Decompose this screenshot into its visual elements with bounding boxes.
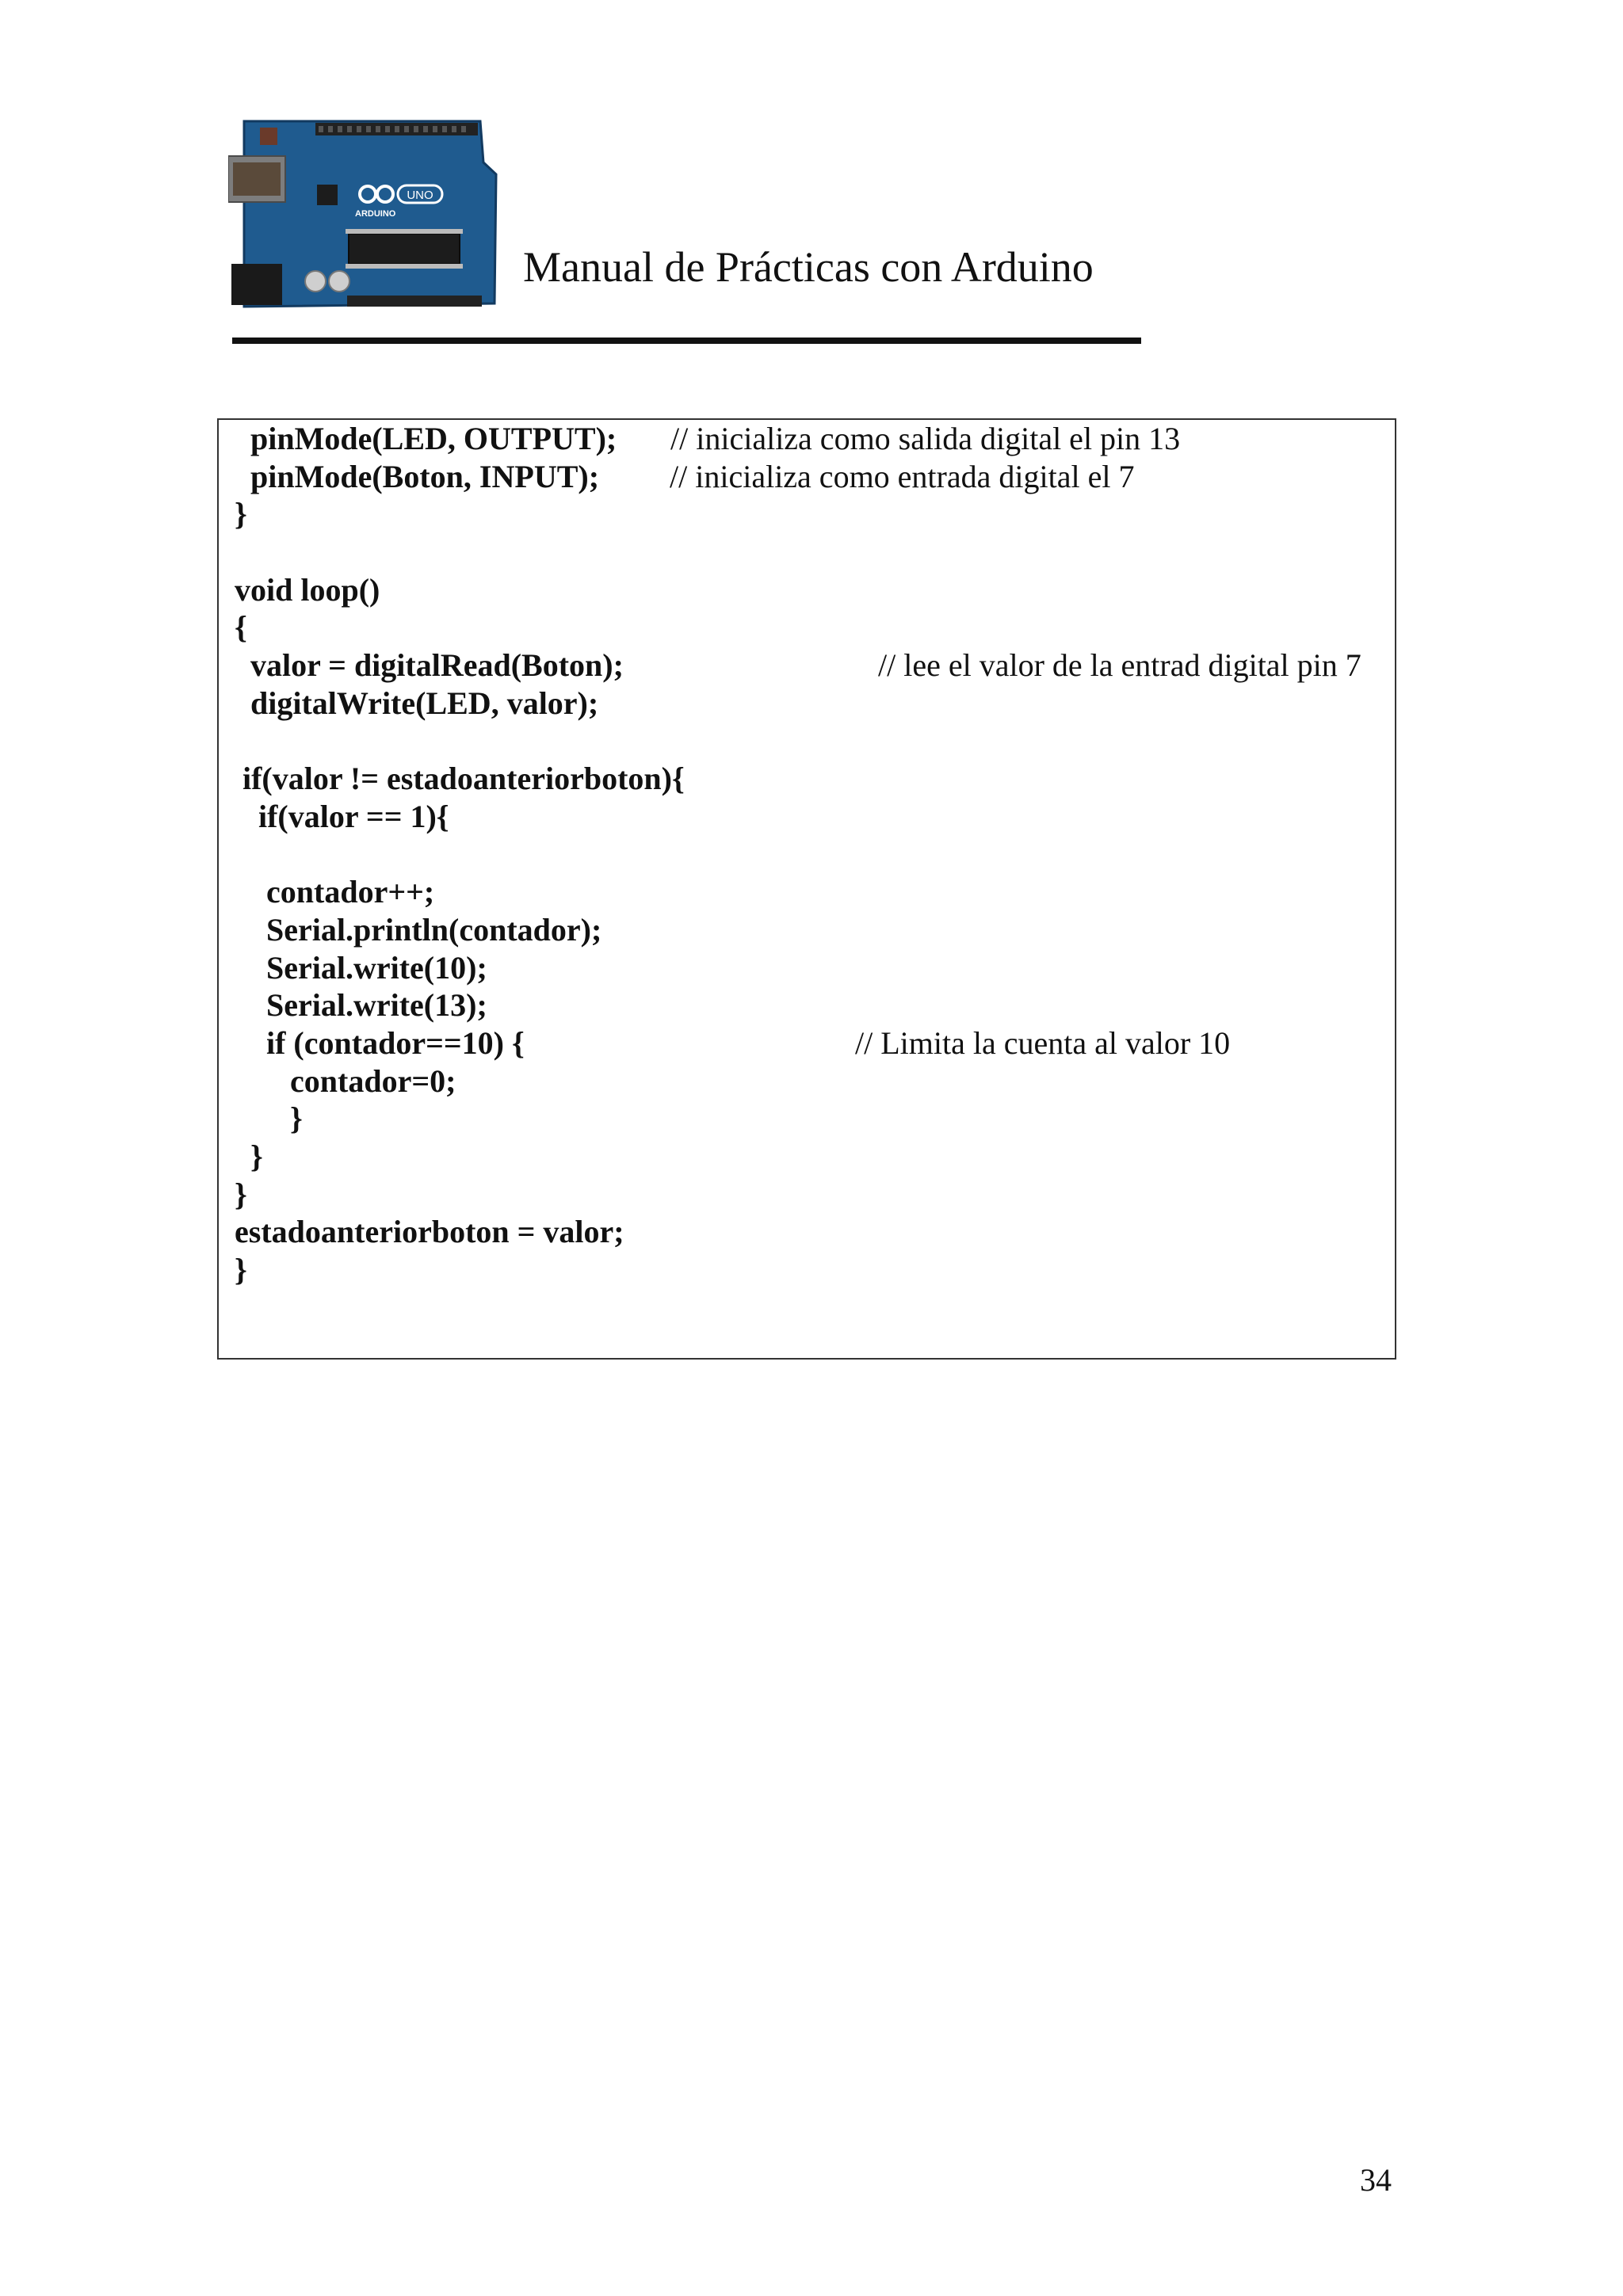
code-text: Serial.println(contador); [235,911,602,948]
code-line [235,646,1379,685]
code-text: valor = digitalRead(Boton); [235,647,624,684]
code-text: } [235,1100,303,1137]
code-text: Serial.write(10); [235,949,487,986]
code-line [235,911,1379,949]
code-line [235,873,1379,911]
code-line [235,760,1379,798]
code-text: contador++; [235,874,435,910]
code-line [235,495,1379,533]
code-text: estadoanteriorboton = valor; [235,1214,624,1250]
board-logo-text: ARDUINO [355,209,396,219]
code-lines [235,420,1379,1289]
code-line [235,1024,1379,1062]
code-text: void loop() [235,571,380,608]
code-line [235,608,1379,646]
header-divider [232,338,1141,344]
code-line [235,420,1379,458]
code-text: } [235,1138,263,1175]
code-text: Serial.write(13); [235,987,487,1024]
code-text: } [235,1176,247,1212]
code-line [235,723,1379,761]
code-text: pinMode(Boton, INPUT); [235,458,600,494]
code-line [235,1213,1379,1251]
code-line [235,571,1379,609]
code-comment: // Limita la cuenta al valor 10 [855,1025,1231,1061]
code-line [235,986,1379,1024]
code-line [235,458,1379,496]
code-listing-box [217,418,1396,1360]
code-comment: // inicializa como salida digital el pin 13 [670,421,1181,456]
code-line [235,836,1379,874]
code-line [235,1251,1379,1289]
code-line [235,798,1379,836]
arduino-board-image [228,115,507,319]
code-line [235,1100,1379,1138]
code-text: } [235,1252,247,1288]
board-model-text: UNO [407,189,433,202]
code-line [235,685,1379,723]
code-comment: // lee el valor de la entrad digital pin 7 [878,647,1361,684]
header-title: Manual de Prácticas con Arduino [523,243,1094,291]
code-line [235,1138,1379,1176]
page-number: 34 [1360,2162,1392,2198]
code-text: { [235,609,247,646]
code-line [235,1062,1379,1100]
code-line [235,949,1379,987]
code-text: digitalWrite(LED, valor); [235,685,599,721]
code-text: if (contador==10) { [235,1025,525,1061]
code-text: if(valor == 1){ [235,798,449,834]
code-text: if(valor != estadoanteriorboton){ [235,761,685,797]
code-text: } [235,496,247,532]
code-line [235,1176,1379,1214]
code-text: pinMode(LED, OUTPUT); [235,421,617,456]
code-line [235,533,1379,571]
code-comment: // inicializa como entrada digital el 7 [670,458,1135,494]
code-text: contador=0; [235,1062,456,1099]
